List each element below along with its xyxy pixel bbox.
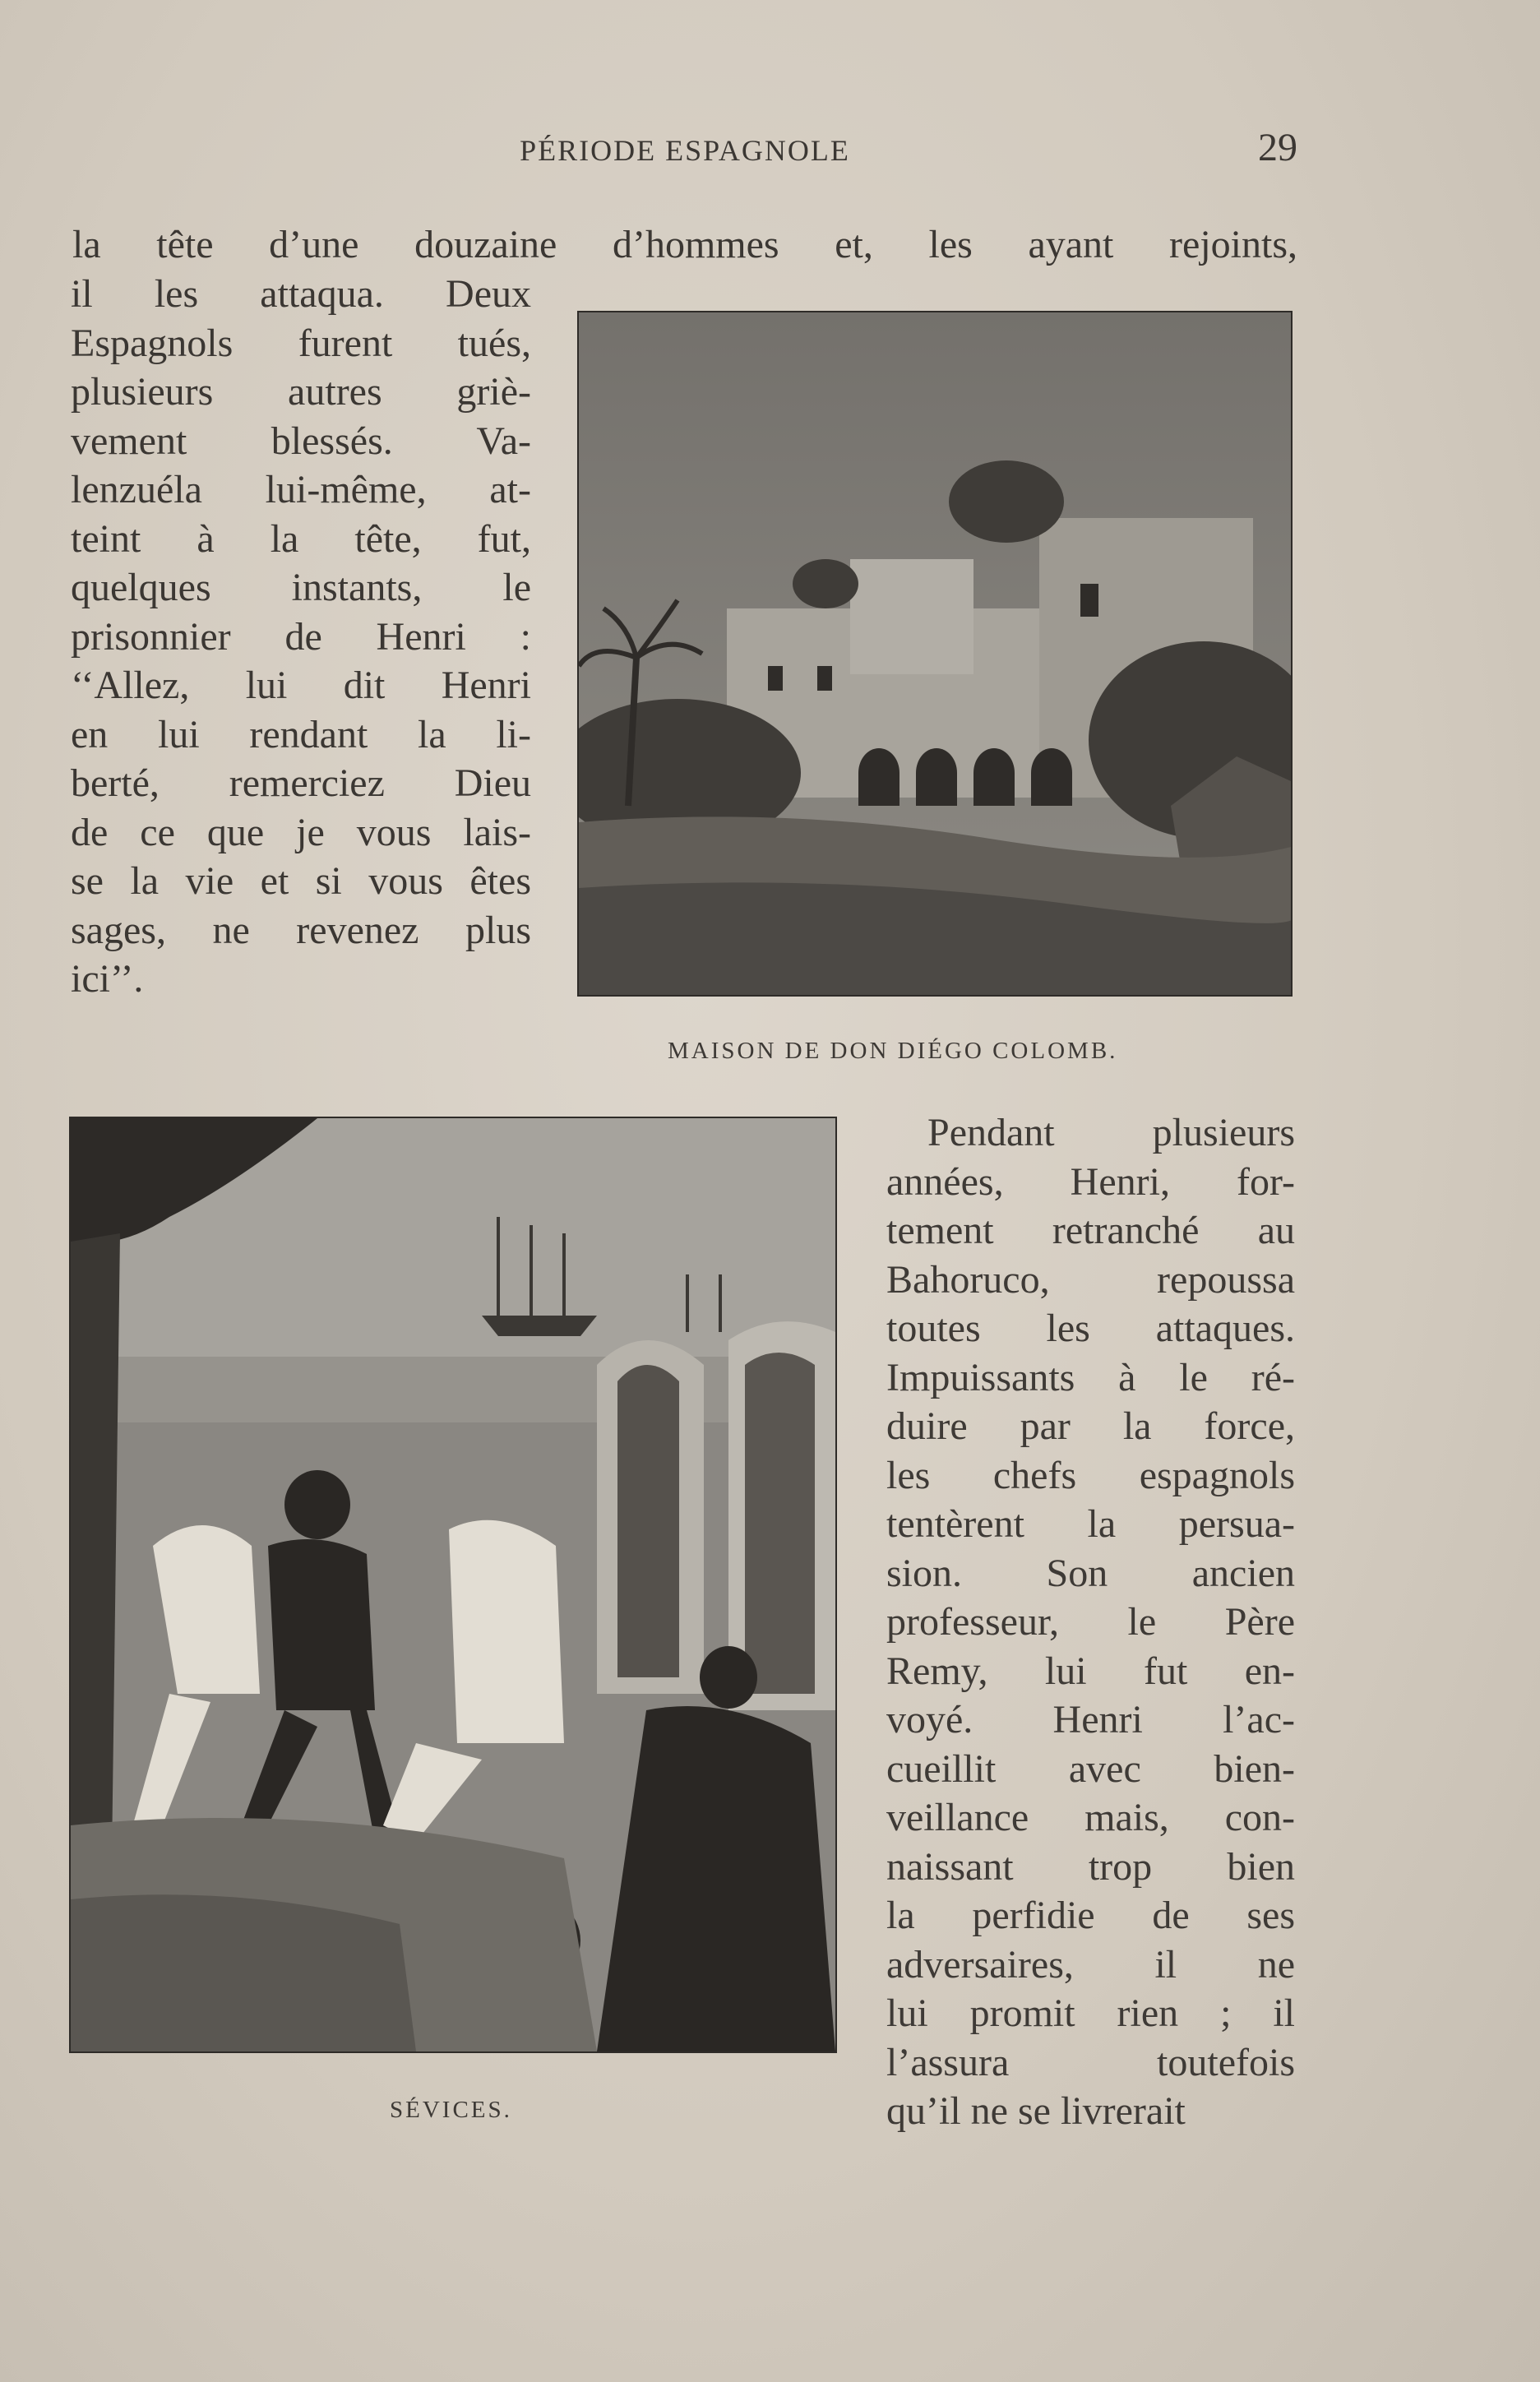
text-line: Bahoruco, repoussa	[886, 1257, 1295, 1302]
text-line: en lui rendant la li-	[71, 712, 531, 756]
illustration-sevices	[69, 1117, 837, 2053]
page-number: 29	[1258, 126, 1297, 169]
figure-caption-sevices: SÉVICES.	[390, 2097, 512, 2123]
running-head	[72, 125, 1297, 174]
text-line: de ce que je vous lais-	[71, 810, 531, 854]
paragraph-1-column	[71, 270, 531, 1004]
text-line: Espagnols furent tués,	[71, 321, 531, 365]
paragraph-1-full-width-line	[72, 220, 1297, 270]
text-line: se la vie et si vous êtes	[71, 859, 531, 903]
running-title: PÉRIODE ESPAGNOLE	[520, 134, 850, 167]
paragraph-2-column	[886, 1108, 1295, 2136]
text-line: professeur, le Père	[886, 1600, 1295, 1644]
text-line: ‘‘Allez, lui dit Henri	[71, 664, 531, 707]
text-line: quelques instants, le	[71, 566, 531, 609]
text-line: tement retranché au	[886, 1209, 1295, 1252]
text-line: adversaires, il ne	[886, 1942, 1295, 1987]
text-line: l’assura toutefois	[886, 2040, 1295, 2084]
text-line: la perfidie de ses	[886, 1894, 1295, 1937]
text-line: sion. Son ancien	[886, 1551, 1295, 1595]
text-line: toutes les attaques.	[886, 1307, 1295, 1350]
text-line: sages, ne revenez plus	[71, 908, 531, 952]
text-line: teint à la tête, fut,	[71, 516, 531, 561]
text-line: cueillit avec bien-	[886, 1746, 1295, 1791]
text-line: qu’il ne se livrerait	[886, 2089, 1186, 2133]
text-line: Pendant plusieurs	[927, 1111, 1295, 1154]
text-line: naissant trop bien	[886, 1844, 1295, 1889]
text-line: plusieurs autres griè-	[71, 370, 531, 414]
text-line: lenzuéla lui-même, at-	[71, 468, 531, 511]
text-line: Impuissants à le ré-	[886, 1355, 1295, 1399]
text-line: ici’’.	[71, 957, 144, 1001]
text-line: la tête d’une douzaine d’hommes et, les ayant rejoints,	[72, 223, 1297, 266]
engraving-scene	[71, 1118, 835, 2051]
figure-caption-maison: MAISON DE DON DIÉGO COLOMB.	[668, 1038, 1118, 1064]
text-line: veillance mais, con-	[886, 1796, 1295, 1839]
text-line: les chefs espagnols	[886, 1453, 1295, 1497]
text-line: Remy, lui fut en-	[886, 1649, 1295, 1693]
text-line: vement blessés. Va-	[71, 419, 531, 463]
text-line: berté, remerciez Dieu	[71, 761, 531, 805]
engraving-ruined-house	[579, 312, 1291, 995]
text-line: années, Henri, for-	[886, 1159, 1295, 1204]
illustration-maison-diego-colomb	[577, 311, 1293, 997]
text-line: lui promit rien ; il	[886, 1991, 1295, 2035]
text-line: voyé. Henri l’ac-	[886, 1698, 1295, 1741]
text-line: duire par la force,	[886, 1404, 1295, 1448]
text-line: il les attaqua. Deux	[71, 272, 531, 316]
text-line: tentèrent la persua-	[886, 1502, 1295, 1546]
text-line: prisonnier de Henri :	[71, 614, 531, 659]
